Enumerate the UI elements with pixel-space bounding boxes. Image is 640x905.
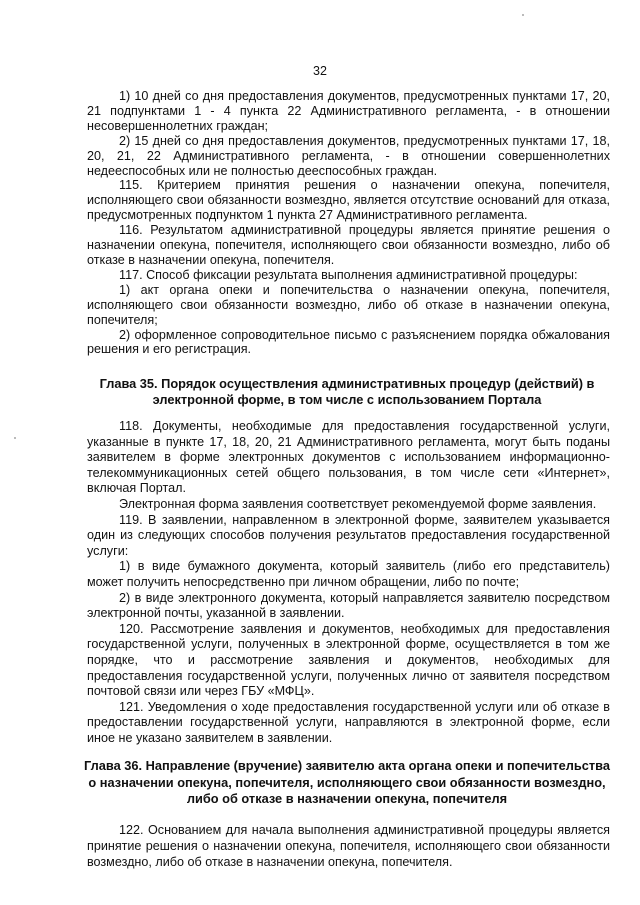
chapter-35-heading bbox=[82, 376, 612, 408]
chapter-36-heading-line-3: либо об отказе в назначении опекуна, попечителя bbox=[186, 791, 508, 806]
paragraph-term-adults: 2) 15 дней со дня предоставления документов, предусмотренных пунктами 17, 18, 20, 21, 22 Административного регламента, - в отношении совершеннолетних недееспособных или не полностью дееспособных граждан. bbox=[87, 133, 610, 178]
chapter-35-heading-line-1: Глава 35. Порядок осуществления административных процедур (действий) в bbox=[99, 376, 595, 391]
paragraph-117-item-1: 1) акт органа опеки и попечительства о назначении опекуна, попечителя, исполняющего свои обязанности возмездно, либо об отказе в назначении опекуна, попечителя; bbox=[87, 282, 610, 327]
paragraph-122: 122. Основанием для начала выполнения административной процедуры является принятие решения о назначении опекуна, попечителя, исполняющего свои обязанности возмездно, либо об отказе в назначении опекуна, попечителя. bbox=[87, 823, 610, 869]
text-block-delivery bbox=[87, 823, 610, 870]
paragraph-116: 116. Результатом административной процедуры является принятие решения о назначении опекуна, попечителя, исполняющего свои обязанности возмездно, либо об отказе в назначении опекуна, попечителя. bbox=[87, 223, 610, 267]
chapter-36-heading-line-2: о назначении опекуна, попечителя, исполняющего свои обязанности возмездно, bbox=[88, 774, 606, 790]
text-block-electronic-form bbox=[87, 419, 610, 746]
scan-speck bbox=[14, 437, 16, 439]
chapter-35-heading-line-2: электронной форме, в том числе с использованием Портала bbox=[152, 392, 542, 407]
paragraph-119-item-1: 1) в виде бумажного документа, который заявитель (либо его представитель) может получить непосредственно при личном обращении, либо по почте; bbox=[87, 559, 610, 589]
paragraph-electronic-form: Электронная форма заявления соответствует рекомендуемой форме заявления. bbox=[119, 496, 597, 511]
scan-speck bbox=[522, 14, 524, 16]
chapter-36-heading bbox=[82, 758, 612, 808]
text-block-procedure-terms bbox=[87, 89, 610, 357]
paragraph-117-item-2: 2) оформленное сопроводительное письмо с разъяснением порядка обжалования решения и его регистрация. bbox=[87, 327, 610, 357]
paragraph-117: 117. Способ фиксации результата выполнения административной процедуры: bbox=[119, 267, 578, 282]
paragraph-119-item-2: 2) в виде электронного документа, который направляется заявителю посредством электронной почты, указанной в заявлении. bbox=[87, 590, 610, 621]
paragraph-120: 120. Рассмотрение заявления и документов, необходимых для предоставления государственной услуги, полученных в электронной форме, осуществляется в том же порядке, что и рассмотрение заявления и документов, необходимых для предоставления государственной услуги, полученных лично от заявителя посредством почтовой связи или через ГБУ «МФЦ». bbox=[87, 621, 610, 699]
chapter-36-heading-line-1: Глава 36. Направление (вручение) заявителю акта органа опеки и попечительства bbox=[84, 758, 610, 773]
paragraph-term-minors: 1) 10 дней со дня предоставления документов, предусмотренных пунктами 17, 20, 21 подпунктами 1 - 4 пункта 22 Административного регламента, - в отношении несовершеннолетних граждан; bbox=[87, 89, 610, 133]
page-number: 32 bbox=[313, 64, 327, 78]
paragraph-118: 118. Документы, необходимые для предоставления государственной услуги, указанные в пункте 17, 18, 20, 21 Административного регламента, могут быть поданы заявителем в форме электронных документов с использованием информационно-телекоммуникационных сетей общего пользования, в том числе сети «Интернет», включая Портал. bbox=[87, 419, 610, 496]
paragraph-115: 115. Критерием принятия решения о назначении опекуна, попечителя, исполняющего свои обязанности возмездно, является отсутствие оснований для отказа, предусмотренных подпунктом 1 пункта 27 Административного регламента. bbox=[87, 178, 610, 223]
paragraph-121: 121. Уведомления о ходе предоставления государственной услуги или об отказе в предоставлении государственной услуги, направляются в электронной форме, если иное не указано заявителем в заявлении. bbox=[87, 699, 610, 745]
paragraph-119: 119. В заявлении, направленном в электронной форме, заявителем указывается один из следующих способов получения результатов предоставления государственной услуги: bbox=[87, 512, 610, 558]
